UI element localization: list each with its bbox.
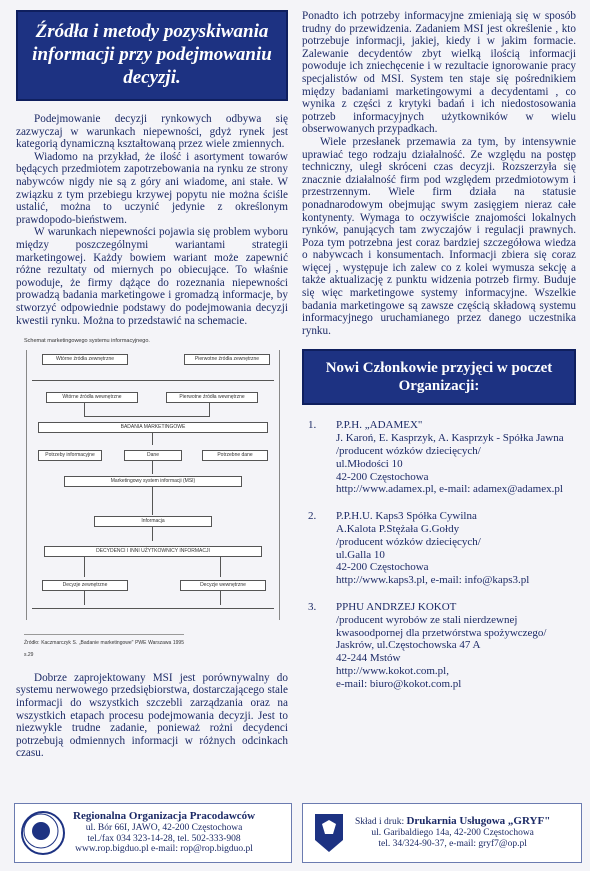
diagram-border-right <box>279 350 280 620</box>
diagram-line <box>152 487 153 515</box>
diagram-line <box>152 461 153 474</box>
list-number: 2. <box>308 510 317 523</box>
box-needed-data: Potrzebne dane <box>202 450 268 461</box>
member-contact[interactable]: e-mail: biuro@kokot.com.pl <box>336 677 462 690</box>
diagram-line <box>152 527 153 541</box>
paragraph: Dobrze zaprojektowany MSI jest porównywalny do systemu nerwowego przedsiębiorstwa, dostarczającego stale informacji do wszystkich szczebli zarządzania oraz na wszystkich etapach procesu podejmowania decyzji. Jest to niezwykle trudne zadanie, ponieważ rożni decydenci potrzebują odmiennych informacji w różnych odcinkach czasu. <box>16 671 288 760</box>
box-primary-external: Pierwotne źródła zewnętrzne <box>184 354 270 365</box>
paragraph: W warunkach niepewności pojawia się problem wyboru między poszczególnymi wariantami strategii marketingowej. Każdy bowiem wariant może zapewnić różne rezultaty od miernych po obiecujące. To właśnie powoduje, że firmy dążące do rozeznania niepewności prowadzą badania marketingowe i gromadzą informacje, by stworzyć odpowiednie podstawy do podejmowania decyzji kwestii rynku. Można to przedstawić na schemacie. <box>16 226 288 327</box>
member-contact[interactable]: http://www.adamex.pl, e-mail: adamex@adamex.pl <box>336 483 563 496</box>
member-line: 42-200 Częstochowa <box>336 561 429 574</box>
box-deciders: DECYDENCI I INNI UŻYTKOWNICY INFORMACJI <box>44 546 262 557</box>
right-column <box>302 0 576 705</box>
paragraph: Wiadomo na przykład, że ilość i asortyment towarów będących przedmiotem zapotrzebowania na rynku ze strony nabywców nigdy nie są z góry ani wiadome, ani stałe. W związku z tym przebiegu krzywej popytu nie można ściśle ustalić, można to uczynić jedynie z określonym prawdopodo-bieństwem. <box>16 150 288 226</box>
article-title-line1: Źródła i metody pozyskiwania <box>35 21 269 42</box>
new-members-banner <box>302 349 576 405</box>
member-line: ul.Galla 10 <box>336 548 385 561</box>
list-number: 3. <box>308 601 317 613</box>
list-item <box>302 419 576 496</box>
box-secondary-internal: Wtórne źródła wewnętrzne <box>46 392 138 403</box>
paragraph: Wiele przesłanek przemawia za tym, by intensywnie uprawiać tego rodzaju działalność. Ze względu na postęp techniczny, uległ skróceni czas decyzji. Rozszerzyła się znacznie działalność firm pod względem przedmiotowym i przestrzennym. Wiele firm działa na statusie ponadnarodowym obejmując swym zasięgiem nieraz całe kontynenty. Wymaga to oczywiście znajomości lokalnych rynków, panujących tam zwyczajów i regulacji prawnych. Poza tym potrzebna jest coraz bardziej szczegółowa wiedza o nabywcach i konsumentach. Informacji zbiera się coraz więcej , występuje ich zalew co z kolei wymusza sekcję a także aktualizację z punktu widzenia potrzeb firmy. Buduje się więc marketingowe systemy informacyjne. Wszelkie badania marketingowe są zawsze częścią składową systemu informacyjnego uruchamianego przez danego uczestnika rynku. <box>302 135 576 337</box>
member-line: J. Karoń, E. Kasprzyk, A. Kasprzyk - Spółka Jawna <box>336 432 564 445</box>
footer-printer-address: ul. Garibaldiego 14a, 42-200 Częstochowa <box>371 828 534 839</box>
footer-printer-name: Drukarnia Usługowa „GRYF" <box>406 815 551 828</box>
member-name: PPHU ANDRZEJ KOKOT <box>336 601 457 613</box>
diagram-title: Schemat marketingowego systemu informacyjnego. <box>24 338 150 345</box>
member-line: /producent wózków dziecięcych/ <box>336 445 481 458</box>
member-contact[interactable]: http://www.kokot.com.pl, <box>336 664 449 677</box>
diagram-source: Źródło: Kaczmarczyk S. „Badanie marketingowe" PWE Warszawa 1995 s.29 <box>24 634 184 662</box>
box-external-decisions: Decyzje zewnętrzne <box>42 580 128 591</box>
list-number: 1. <box>308 419 317 432</box>
diagram-line <box>152 433 153 445</box>
diagram-line <box>220 557 221 577</box>
box-information-needs: Potrzeby informacyjne <box>38 450 102 461</box>
organization-logo-icon <box>21 811 65 855</box>
box-data: Dane <box>124 450 182 461</box>
footer-print-label: Skład i druk: <box>355 817 405 828</box>
member-line: kwasoodpornej dla przetwórstwa spożywczego/ <box>336 626 547 639</box>
paragraph: Podejmowanie decyzji rynkowych odbywa się zazwyczaj w warunkach niepewności, gdyż rynek jest kategorią dynamiczną kształtowaną przez wiele zmiennych. <box>16 113 288 151</box>
member-name: P.P.H.U. Kaps3 Spółka Cywilna <box>336 510 477 523</box>
member-line: ul.Młodości 10 <box>336 457 403 470</box>
diagram-line <box>84 591 85 605</box>
article-title-banner <box>16 10 288 101</box>
list-item <box>302 510 576 587</box>
member-name: P.P.H. „ADAMEX" <box>336 419 423 432</box>
member-line: A.Kalota P.Stężała G.Gołdy <box>336 523 460 536</box>
diagram-line <box>209 403 210 417</box>
member-line: 42-244 Mstów <box>336 652 401 665</box>
box-primary-internal: Pierwotne źródła wewnętrzne <box>166 392 258 403</box>
footer-printer <box>302 803 582 863</box>
footer-printer-contact[interactable]: tel. 34/324-90-37, e-mail: gryf7@op.pl <box>378 838 527 849</box>
diagram-line <box>32 380 274 381</box>
gryf-logo-icon <box>311 812 347 854</box>
footer-org-web[interactable]: www.rop.bigduo.pl e-mail: rop@rop.bigduo.pl <box>75 844 253 855</box>
footer-org-address: ul. Bór 66I, JAWO, 42-200 Częstochowa <box>85 822 243 833</box>
diagram-line <box>32 608 274 609</box>
box-secondary-external: Wtórne źródła zewnętrzne <box>42 354 128 365</box>
new-members-heading: Nowi Członkowie przyjęci w poczet Organizacji: <box>325 360 553 395</box>
diagram-line <box>84 416 210 417</box>
list-item <box>302 601 576 691</box>
footer-org-phone: tel./fax 034 323-14-28, tel. 502-333-908 <box>87 833 241 844</box>
article-title-line2: informacji przy podejmowaniu decyzji. <box>32 44 272 88</box>
msi-diagram <box>24 350 282 632</box>
members-list <box>302 419 576 690</box>
footer-organization <box>14 803 292 863</box>
member-contact[interactable]: http://www.kaps3.pl, e-mail: info@kaps3.pl <box>336 574 530 587</box>
member-line: Jaskrów, ul.Częstochowska 47 A <box>336 639 481 652</box>
diagram-line <box>84 557 85 577</box>
diagram-line <box>220 591 221 605</box>
member-line: 42-200 Częstochowa <box>336 470 429 483</box>
member-line: /producent wózków dziecięcych/ <box>336 535 481 548</box>
diagram-border-left <box>26 350 27 620</box>
box-information: Informacja <box>94 516 212 527</box>
left-column <box>16 0 288 760</box>
member-line: /producent wyrobów ze stali nierdzewnej <box>336 613 518 626</box>
box-msi: Marketingowy system informacji (MSI) <box>64 476 242 487</box>
diagram-line <box>84 403 85 417</box>
box-internal-decisions: Decyzje wewnętrzne <box>180 580 266 591</box>
paragraph: Ponadto ich potrzeby informacyjne zmieniają się w sposób trudny do przewidzenia. Zadaniem MSI jest określenie , kto potrzebuje informacji, jakiej, kiedy i w jakim formacie. Zalewanie decydentów zbyt wielką ilością informacji powoduje ich zniechęcenie i w rezultacie ignorowanie pracy specjalistów od MSI. System ten staje się pośrednikiem między badaniami marketingowymi a decydentami , co wynika z części z krytyki badań i ich niedostosowania potrzeb informacyjnych użytkowników w wielu obserwowanych przypadkach. <box>302 10 576 136</box>
box-marketing-research: BADANIA MARKETINGOWE <box>38 422 268 433</box>
footer-org-name: Regionalna Organizacja Pracodawców <box>73 809 256 822</box>
